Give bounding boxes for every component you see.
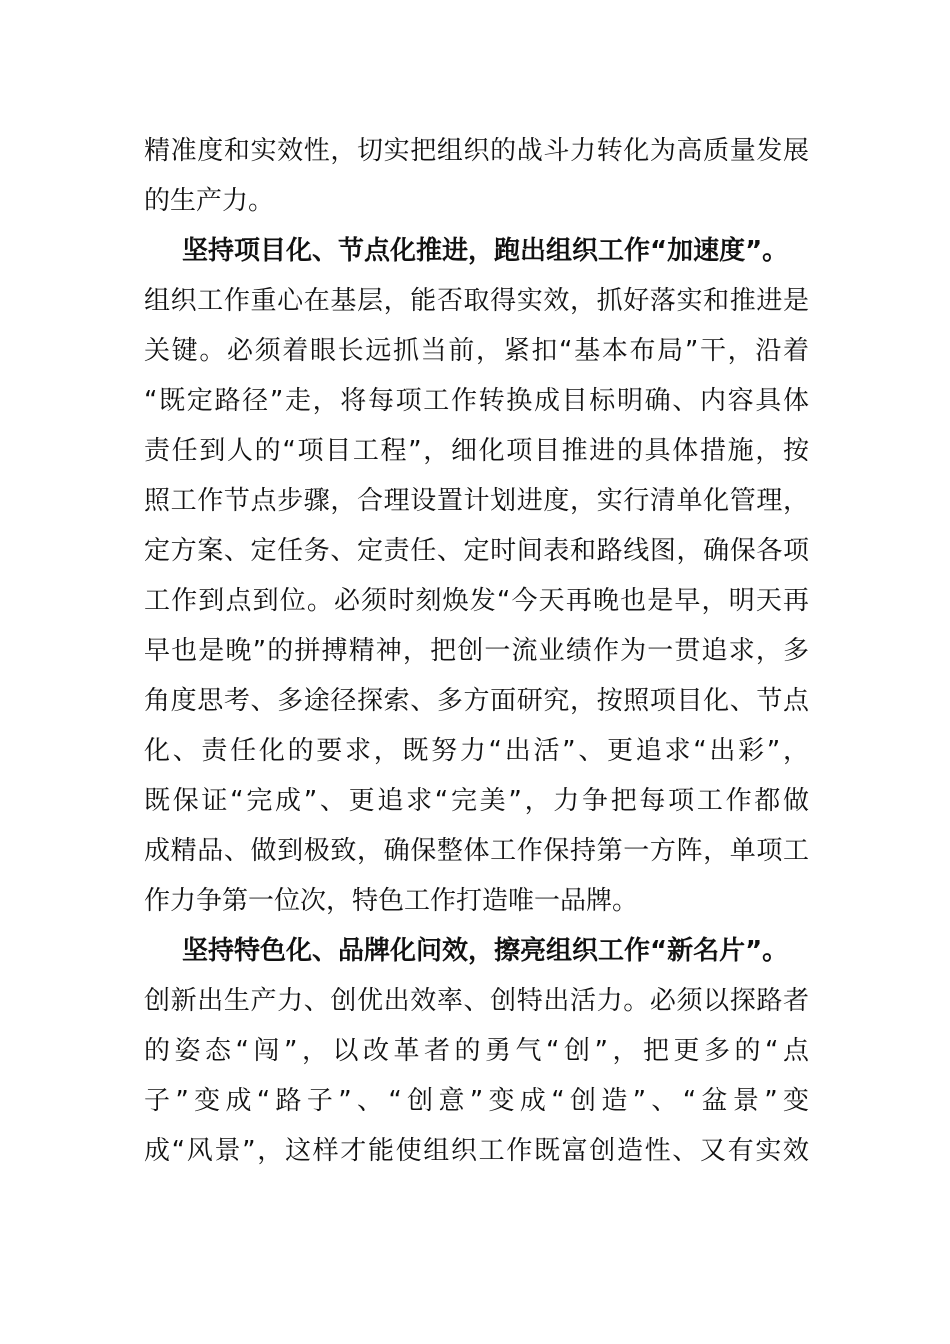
text-line: 关键。必须着眼长远抓当前，紧扣“基本布局”干，沿着 (144, 336, 809, 366)
text-line: 定方案、定任务、定责任、定时间表和路线图，确保各项 (144, 536, 809, 566)
text-line: 既保证“完成”、更追求“完美”，力争把每项工作都做 (144, 786, 809, 816)
text-line: 组织工作重心在基层，能否取得实效，抓好落实和推进是 (144, 286, 809, 316)
text-line: “既定路径”走，将每项工作转换成目标明确、内容具体 (144, 386, 809, 416)
section-heading: 坚持特色化、品牌化问效，擦亮组织工作“新名片”。 (182, 936, 789, 966)
text-line: 子”变成“路子”、“创意”变成“创造”、“盆景”变 (144, 1086, 809, 1116)
text-line: 成精品、做到极致，确保整体工作保持第一方阵，单项工 (144, 836, 809, 866)
text-line: 照工作节点步骤，合理设置计划进度，实行清单化管理， (144, 486, 809, 516)
text-line: 的姿态“闯”，以改革者的勇气“创”，把更多的“点 (144, 1036, 809, 1066)
text-line: 化、责任化的要求，既努力“出活”、更追求“出彩”， (144, 736, 809, 766)
text-line: 成“风景”，这样才能使组织工作既富创造性、又有实效 (144, 1136, 809, 1166)
text-line: 的生产力。 (144, 186, 275, 216)
text-line: 早也是晚”的拼搏精神，把创一流业绩作为一贯追求，多 (144, 636, 809, 666)
text-line: 创新出生产力、创优出效率、创特出活力。必须以探路者 (144, 986, 809, 1016)
text-line: 角度思考、多途径探索、多方面研究，按照项目化、节点 (144, 686, 809, 716)
text-line: 工作到点到位。必须时刻焕发“今天再晚也是早，明天再 (144, 586, 809, 616)
text-line: 精准度和实效性，切实把组织的战斗力转化为高质量发展 (144, 136, 809, 166)
text-line: 责任到人的“项目工程”，细化项目推进的具体措施，按 (144, 436, 809, 466)
document-body (144, 126, 809, 1176)
section-heading: 坚持项目化、节点化推进，跑出组织工作“加速度”。 (182, 236, 789, 266)
text-line: 作力争第一位次，特色工作打造唯一品牌。 (144, 886, 639, 916)
